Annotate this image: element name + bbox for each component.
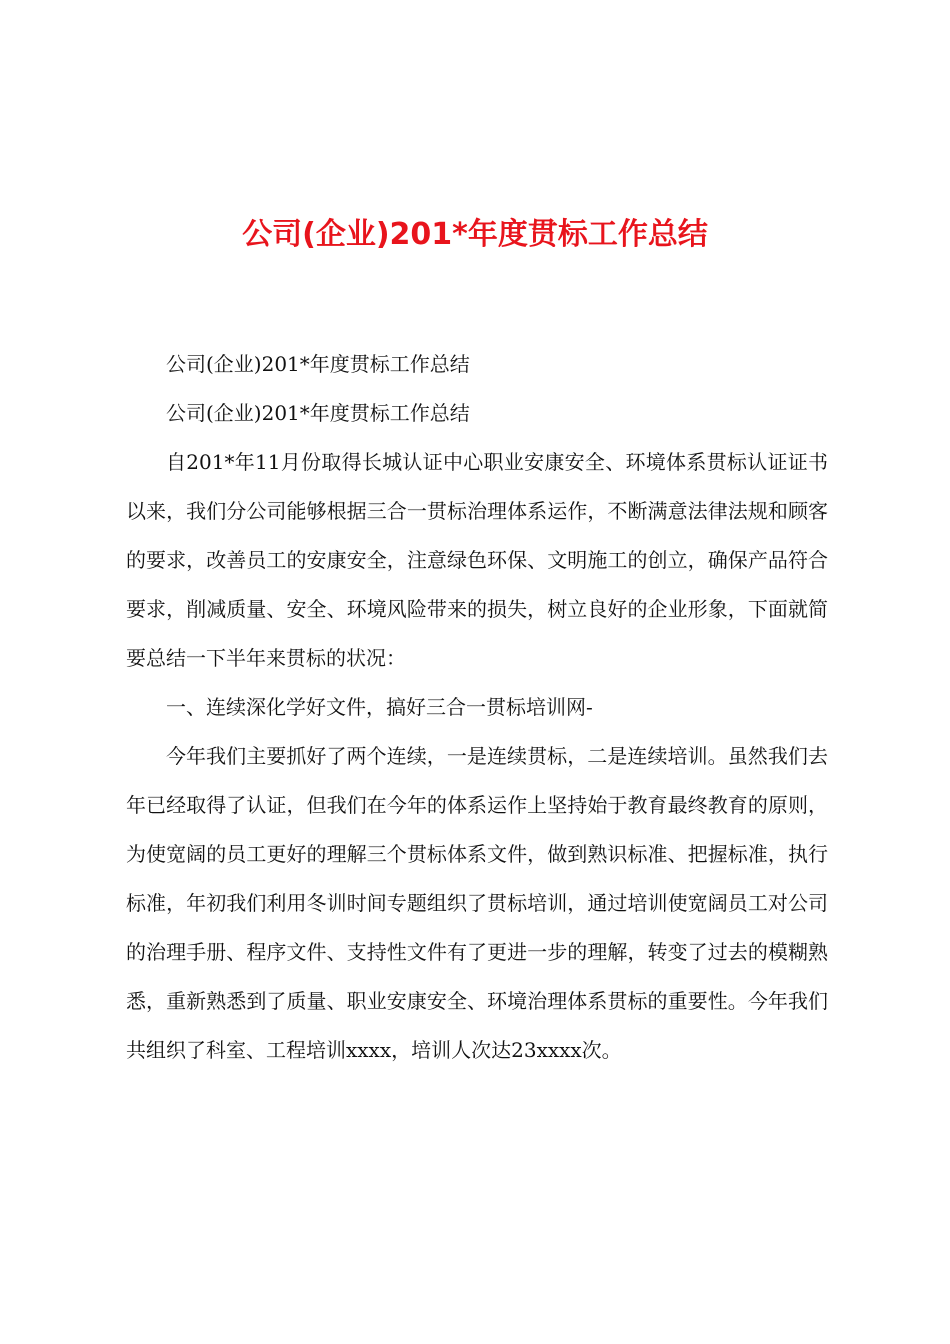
document-title: 公司(企业)201*年度贯标工作总结 [242, 217, 708, 252]
document-body [126, 340, 828, 1075]
section-heading-1: 一、连续深化学好文件，搞好三合一贯标培训网- [166, 695, 593, 719]
paragraph-subtitle-2: 公司(企业)201*年度贯标工作总结 [166, 401, 470, 425]
paragraph-subtitle-1: 公司(企业)201*年度贯标工作总结 [166, 352, 470, 376]
paragraph-intro: 自201*年11月份取得长城认证中心职业安康安全、环境体系贯标认证证书以来，我们分公司能够根据三合一贯标治理体系运作，不断满意法律法规和顾客的要求，改善员工的安康安全，注意绿色环保、文明施工的创立，确保产品符合要求，削减质量、安全、环境风险带来的损失，树立良好的企业形象，下面就简要总结一下半年来贯标的状况： [126, 450, 828, 670]
paragraph-section-1: 今年我们主要抓好了两个连续，一是连续贯标，二是连续培训。虽然我们去年已经取得了认证，但我们在今年的体系运作上坚持始于教育最终教育的原则，为使宽阔的员工更好的理解三个贯标体系文件，做到熟识标准、把握标准，执行标准，年初我们利用冬训时间专题组织了贯标培训，通过培训使宽阔员工对公司的治理手册、程序文件、支持性文件有了更进一步的理解，转变了过去的模糊熟悉，重新熟悉到了质量、职业安康安全、环境治理体系贯标的重要性。今年我们共组织了科室、工程培训xxxx，培训人次达23xxxx次。 [126, 744, 828, 1062]
